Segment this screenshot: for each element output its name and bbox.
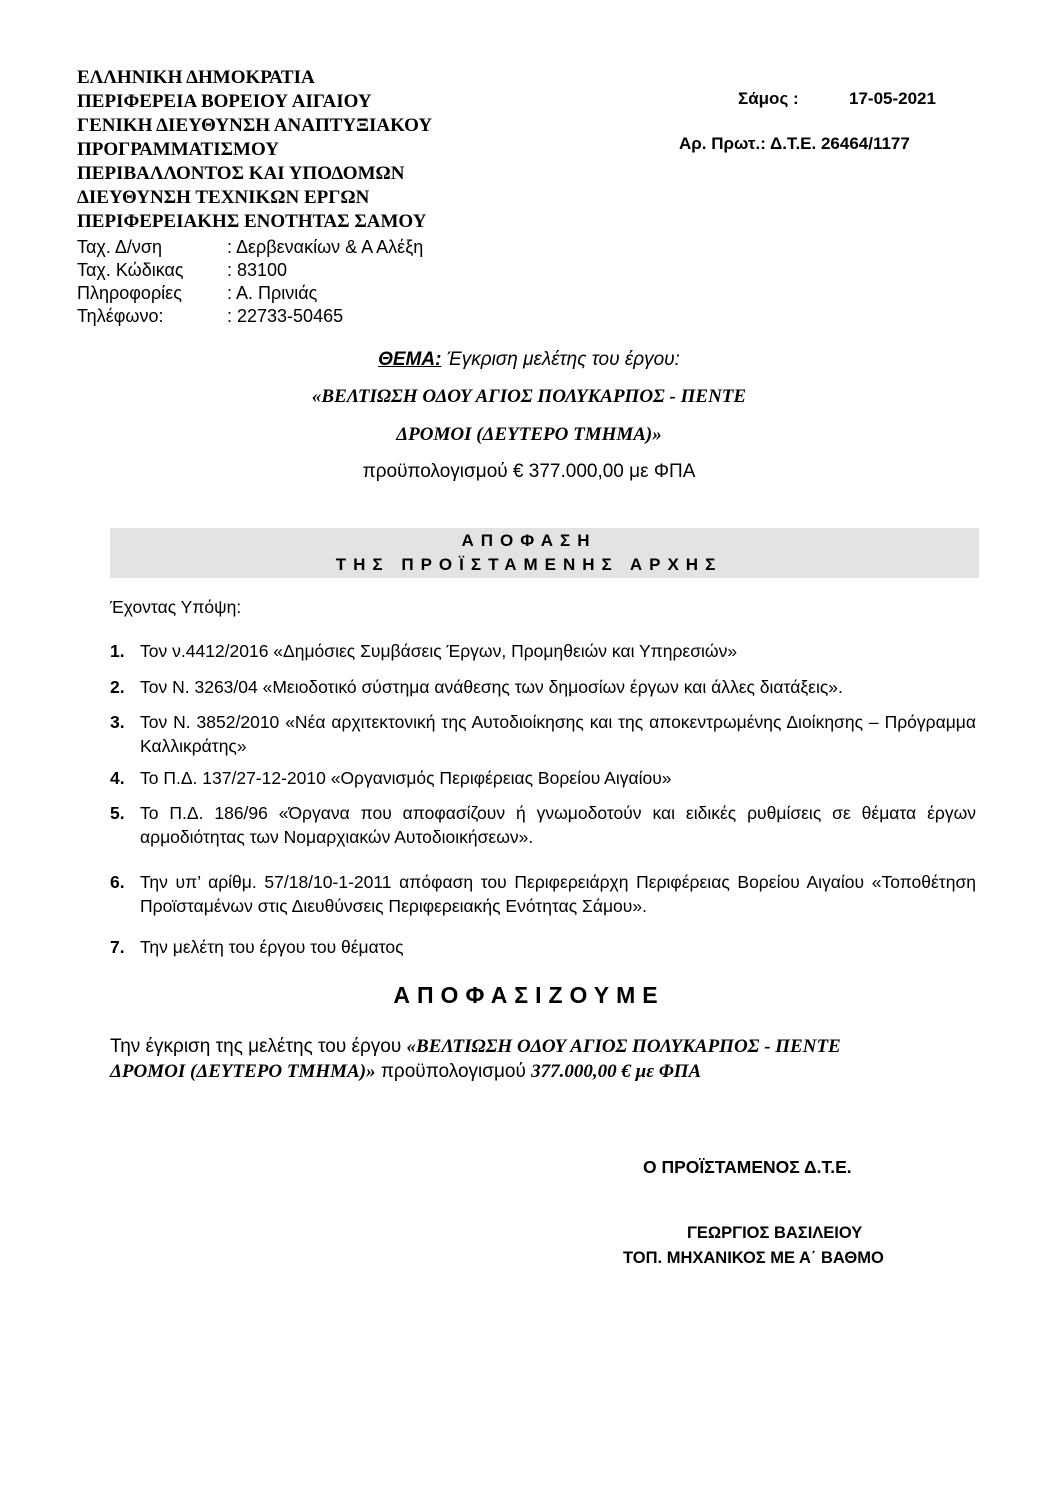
contact-value: : 83100 [227,260,288,280]
org-line: ΠΡΟΓΡΑΜΜΑΤΙΣΜΟΥ [77,139,279,160]
approval-line-1 [110,1034,841,1059]
list-item-number: 5. [110,803,125,823]
list-item-text: Το Π.Δ. 186/96 «Όργανα που αποφασίζουν ή γνωμοδοτούν και ειδικές ρυθμίσεις σε θέματα έργων αρμοδιότητας των Νομαρχιακών Αυτοδιοικήσεων». [140,803,976,847]
signatory-name: ΓΕΩΡΓΙΟΣ ΒΑΣΙΛΕΙΟΥ [687,1224,863,1242]
resolve-heading: ΑΠΟΦΑΣΙΖΟΥΜΕ [393,982,665,1008]
protocol-number: Αρ. Πρωτ.: Δ.Τ.Ε. 26464/1177 [679,134,910,153]
approval-line-2 [110,1059,841,1084]
contact-label: Τηλέφωνο: [77,306,164,326]
list-item [110,870,976,918]
approval-paragraph [110,1034,841,1084]
contact-label: Ταχ. Δ/νση [77,237,163,257]
contact-block [77,236,423,328]
contact-row-info [77,282,423,305]
document-date: 17-05-2021 [849,89,936,108]
approval-intro: Την έγκριση της μελέτης του έργου [110,1036,407,1057]
considering-label: Έχοντας Υπόψη: [110,597,242,617]
list-item [110,675,976,699]
list-item-number: 4. [110,768,125,788]
contact-row-address [77,236,423,259]
list-item-text: Τον Ν. 3263/04 «Μειοδοτικό σύστημα ανάθεσης των δημοσίων έργων και άλλες διατάξεις». [140,677,843,697]
list-item-text: Την υπ’ αρίθμ. 57/18/10-1-2011 απόφαση του Περιφερειάρχη Περιφέρειας Βορείου Αιγαίου «Τοποθέτηση Προϊσταμένων στις Διευθύνσεις Περιφερειακής Ενότητας Σάμου». [140,872,976,916]
place-label: Σάμος : [738,89,799,108]
approval-amount: 377.000,00 € με ΦΠΑ [531,1061,702,1082]
contact-value: : Α. Πρινιάς [227,283,318,303]
project-title-line-1: «ΒΕΛΤΙΩΣΗ ΟΔΟΥ ΑΓΙΟΣ ΠΟΛΥΚΑΡΠΟΣ - ΠΕΝΤΕ [311,386,747,407]
project-budget: προϋπολογισμού € 377.000,00 με ΦΠΑ [362,461,696,482]
org-line: ΠΕΡΙΦΕΡΕΙΑΚΗΣ ΕΝΟΤΗΤΑΣ ΣΑΜΟΥ [77,211,427,232]
subject-label: ΘΕΜΑ: [378,349,442,370]
list-item [110,935,976,959]
list-item-text: Το Π.Δ. 137/27-12-2010 «Οργανισμός Περιφέρειας Βορείου Αιγαίου» [140,768,672,788]
approval-title-part-a: «ΒΕΛΤΙΩΣΗ ΟΔΟΥ ΑΓΙΟΣ ΠΟΛΥΚΑΡΠΟΣ - ΠΕΝΤΕ [406,1036,841,1057]
approval-title-part-b: ΔΡΟΜΟΙ (ΔΕΥΤΕΡΟ ΤΜΗΜΑ)» [110,1061,376,1082]
signatory-role: Ο ΠΡΟΪΣΤΑΜΕΝΟΣ Δ.Τ.Ε. [643,1157,852,1177]
contact-value: : Δερβενακίων & Α Αλέξη [227,237,424,257]
contact-value: : 22733-50465 [227,306,344,326]
contact-label: Ταχ. Κώδικας [77,260,184,280]
subject-line [0,349,1058,371]
list-item [110,801,976,849]
list-item [110,710,976,758]
contact-row-postcode [77,259,423,282]
org-line: ΠΕΡΙΒΑΛΛΟΝΤΟΣ ΚΑΙ ΥΠΟΔΟΜΩΝ [77,163,405,184]
project-title-line-2: ΔΡΟΜΟΙ (ΔΕΥΤΕΡΟ ΤΜΗΜΑ)» [396,424,662,445]
decision-heading-line-1: ΑΠΟΦΑΣΗ [461,531,597,550]
list-item-number: 6. [110,872,125,892]
list-item-number: 2. [110,677,125,697]
list-item [110,639,976,663]
list-item-text: Τον ν.4412/2016 «Δημόσιες Συμβάσεις Έργων, Προμηθειών και Υπηρεσιών» [140,641,738,661]
decision-heading-line-2: ΤΗΣ ΠΡΟΪΣΤΑΜΕΝΗΣ ΑΡΧΗΣ [335,555,723,574]
org-line: ΓΕΝΙΚΗ ΔΙΕΥΘΥΝΣΗ ΑΝΑΠΤΥΞΙΑΚΟΥ [77,115,433,136]
org-line: ΔΙΕΥΘΥΝΣΗ ΤΕΧΝΙΚΩΝ ΕΡΓΩΝ [77,187,370,208]
org-line: ΠΕΡΙΦΕΡΕΙΑ ΒΟΡΕΙΟΥ ΑΙΓΑΙΟΥ [77,91,372,112]
list-item-text: Τον Ν. 3852/2010 «Νέα αρχιτεκτονική της Αυτοδιοίκησης και της αποκεντρωμένης Διοίκησης – Πρόγραμμα Καλλικράτης» [140,712,976,756]
signatory-title: ΤΟΠ. ΜΗΧΑΝΙΚΟΣ ΜΕ Α΄ ΒΑΘΜΟ [623,1249,884,1267]
list-item-number: 3. [110,712,125,732]
list-item-number: 7. [110,937,125,957]
list-item-number: 1. [110,641,125,661]
contact-label: Πληροφορίες [77,283,182,303]
list-item-text: Την μελέτη του έργου του θέματος [140,937,404,957]
subject-text: Έγκριση μελέτης του έργου: [441,349,680,370]
contact-row-phone [77,305,423,328]
approval-mid: προϋπολογισμού [375,1061,532,1082]
organization-header [77,66,432,234]
org-line: ΕΛΛΗΝΙΚΗ ΔΗΜΟΚΡΑΤΙΑ [77,67,315,88]
list-item [110,766,976,790]
